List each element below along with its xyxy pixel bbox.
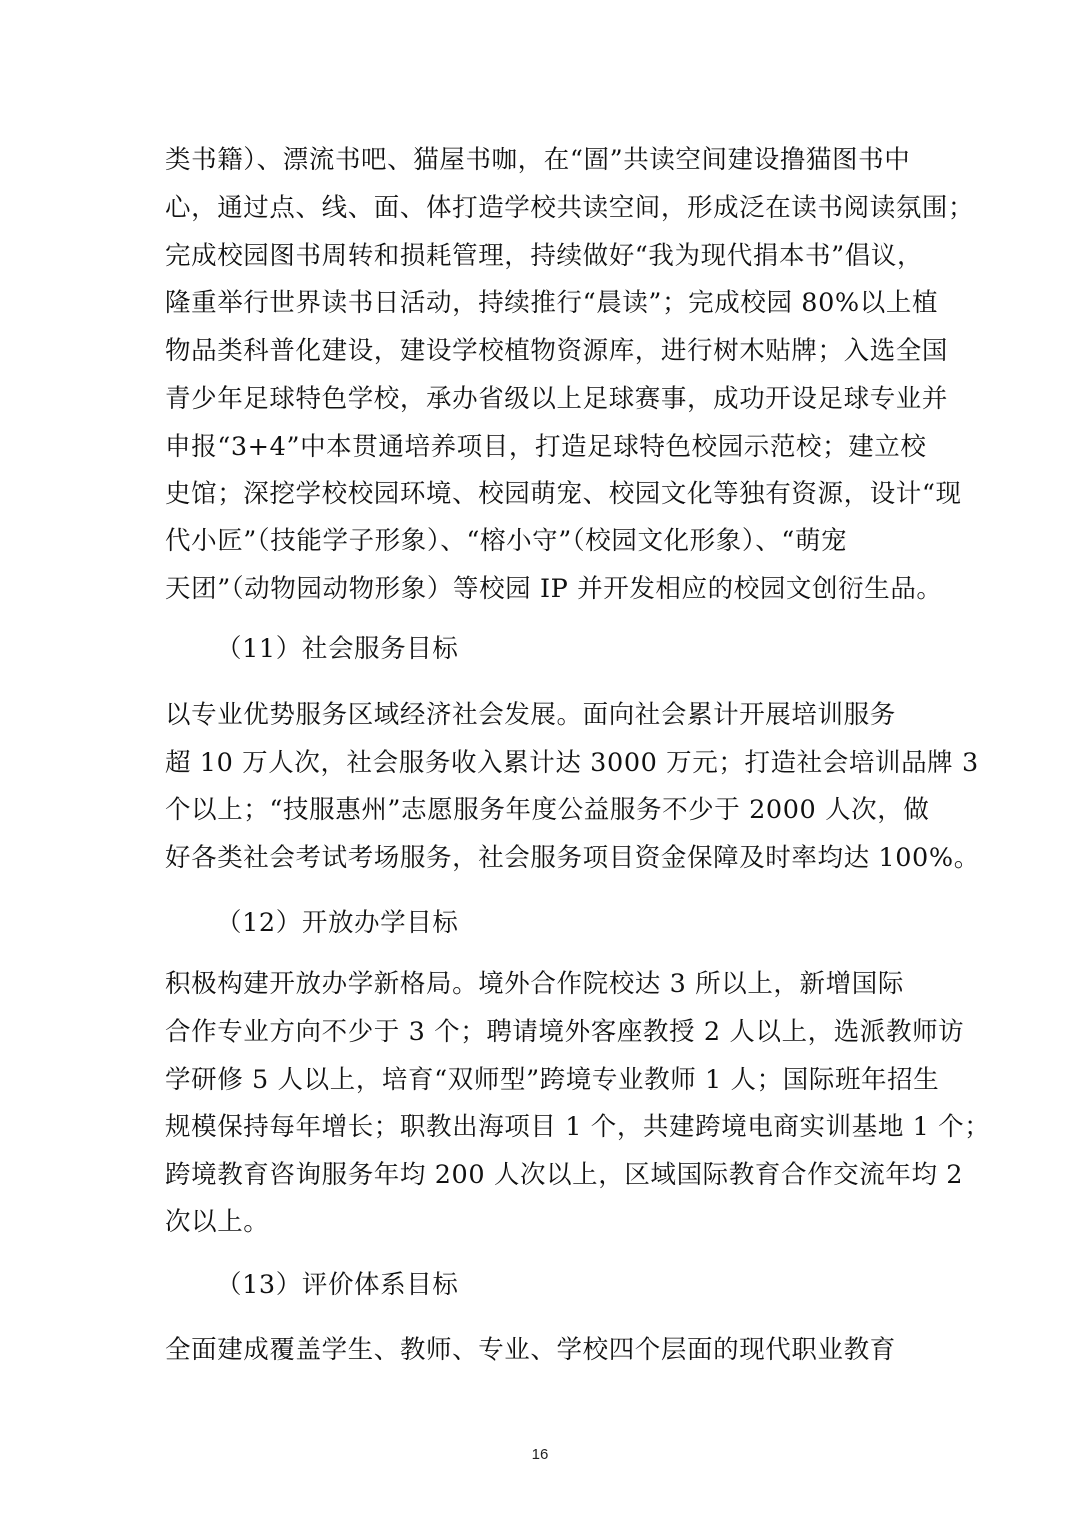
paragraph-line: 个以上；“技服惠州”志愿服务年度公益服务不少于 2000 人次，做 xyxy=(165,795,930,825)
paragraph-line: 次以上。 xyxy=(165,1207,270,1237)
paragraph-line: 超 10 万人次，社会服务收入累计达 3000 万元；打造社会培训品牌 3 xyxy=(165,748,979,778)
paragraph-line: 史馆；深挖学校校园环境、校园萌宠、校园文化等独有资源，设计“现 xyxy=(165,479,962,509)
paragraph-line: 规模保持每年增长；职教出海项目 1 个，共建跨境电商实训基地 1 个； xyxy=(165,1112,991,1142)
paragraph-line: 青少年足球特色学校，承办省级以上足球赛事，成功开设足球专业并 xyxy=(165,384,949,414)
paragraph-line: 积极构建开放办学新格局。境外合作院校达 3 所以上，新增国际 xyxy=(165,969,904,999)
page-number: 16 xyxy=(531,1446,549,1463)
section-heading-11: （11）社会服务目标 xyxy=(216,634,459,664)
paragraph-line: 天团”（动物园动物形象）等校园 IP 并开发相应的校园文创衍生品。 xyxy=(165,574,943,604)
paragraph-line: 类书籍）、漂流书吧、猫屋书咖，在“圄”共读空间建设撸猫图书中 xyxy=(165,145,911,175)
paragraph-line: 合作专业方向不少于 3 个；聘请境外客座教授 2 人以上，选派教师访 xyxy=(165,1017,965,1047)
paragraph-line: 代小匠”（技能学子形象）、“榕小守”（校园文化形象）、“萌宠 xyxy=(165,526,848,556)
paragraph-line: 隆重举行世界读书日活动，持续推行“晨读”；完成校园 80%以上植 xyxy=(165,288,939,318)
paragraph-line: 全面建成覆盖学生、教师、专业、学校四个层面的现代职业教育 xyxy=(165,1335,896,1365)
paragraph-line: 心，通过点、线、面、体打造学校共读空间，形成泛在读书阅读氛围； xyxy=(165,193,975,223)
paragraph-line: 学研修 5 人以上，培育“双师型”跨境专业教师 1 人；国际班年招生 xyxy=(165,1065,940,1095)
paragraph-line: 跨境教育咨询服务年均 200 人次以上，区域国际教育合作交流年均 2 xyxy=(165,1160,964,1190)
paragraph-line: 好各类社会考试考场服务，社会服务项目资金保障及时率均达 100%。 xyxy=(165,843,980,873)
section-heading-13: （13）评价体系目标 xyxy=(216,1270,459,1300)
section-heading-12: （12）开放办学目标 xyxy=(216,908,459,938)
paragraph-line: 以专业优势服务区域经济社会发展。面向社会累计开展培训服务 xyxy=(165,700,896,730)
paragraph-line: 完成校园图书周转和损耗管理，持续做好“我为现代捐本书”倡议， xyxy=(165,241,924,271)
paragraph-line: 申报“3+4”中本贯通培养项目，打造足球特色校园示范校；建立校 xyxy=(165,432,927,462)
paragraph-line: 物品类科普化建设，建设学校植物资源库，进行树木贴牌；入选全国 xyxy=(165,336,949,366)
